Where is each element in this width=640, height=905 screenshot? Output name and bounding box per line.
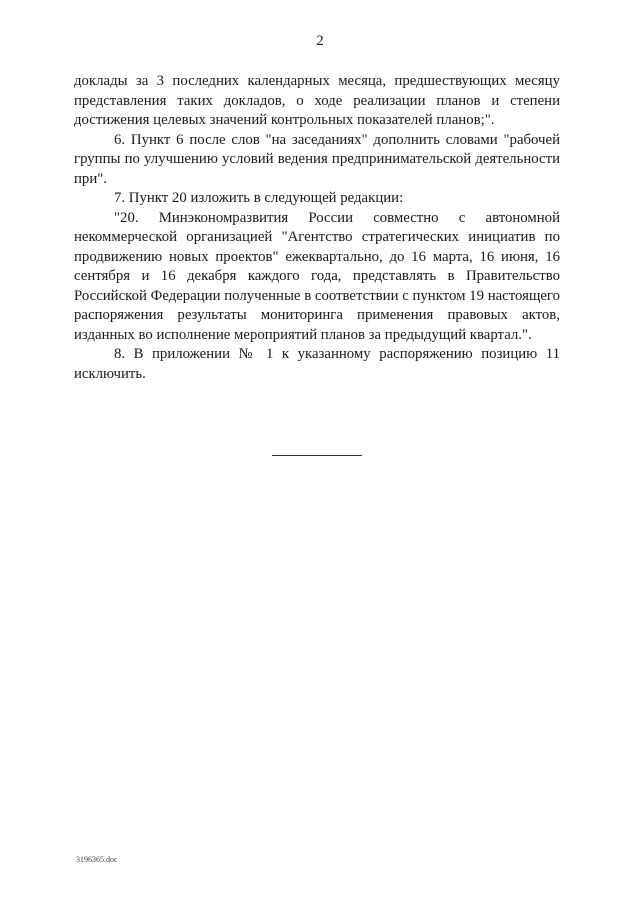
paragraph-continuation: доклады за 3 последних календарных месяца, предшествующих месяцу представления таких докладов, о ходе реализации планов и степени достижения целевых значений контрольных показателей планов;".: [74, 73, 560, 128]
page-number: 2: [316, 33, 324, 49]
paragraph-item-6: 6. Пункт 6 после слов "на заседаниях" дополнить словами "рабочей группы по улучшению условий ведения предпринимательской деятельности при".: [74, 131, 560, 187]
paragraph-quoted-item-20: "20. Минэкономразвития России совместно с автономной некоммерческой организацией "Агентство стратегических инициатив по продвижению новых проектов" ежеквартально, до 16 марта, 16 июня, 16 сентября и 16 декабря каждого года, представлять в Правительство Российской Федерации полученные в соответствии с пунктом 19 настоящего распоряжения результаты мониторинга применения правовых актов, изданных во исполнение мероприятий планов за предыдущий квартал.".: [74, 209, 560, 343]
footer-file-reference: 3196365.doc: [76, 855, 118, 864]
document-body: [74, 72, 560, 384]
end-divider: [272, 455, 362, 456]
paragraph-item-8: 8. В приложении № 1 к указанному распоряжению позицию 11 исключить.: [74, 346, 560, 382]
paragraph-item-7: 7. Пункт 20 изложить в следующей редакции:: [114, 190, 404, 206]
